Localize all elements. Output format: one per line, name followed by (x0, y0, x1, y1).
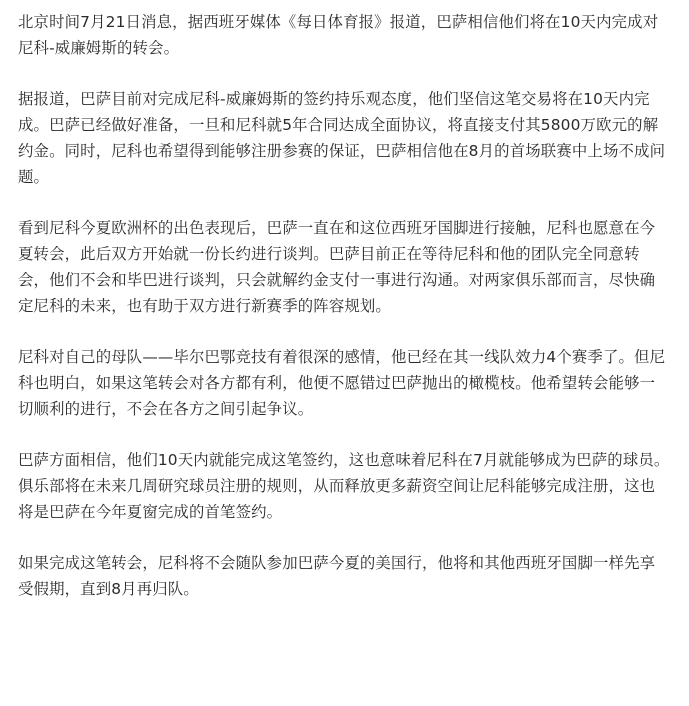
article-paragraph-1: 北京时间7月21日消息，据西班牙媒体《每日体育报》报道，巴萨相信他们将在10天内完成对尼科-威廉姆斯的转会。 (18, 13, 659, 57)
article-paragraph-4: 尼科对自己的母队——毕尔巴鄂竞技有着很深的感情，他已经在其一线队效力4个赛季了。但尼科也明白，如果这笔转会对各方都有利，他便不愿错过巴萨抛出的橄榄枝。他希望转会能够一切顺利的进行，不会在各方之间引起争议。 (18, 348, 666, 418)
article-body (18, 0, 670, 627)
article-paragraph-6: 如果完成这笔转会，尼科将不会随队参加巴萨今夏的美国行，他将和其他西班牙国脚一样先享受假期，直到8月再归队。 (18, 554, 656, 598)
article-paragraph-2: 据报道，巴萨目前对完成尼科-威廉姆斯的签约持乐观态度，他们坚信这笔交易将在10天内完成。巴萨已经做好准备，一旦和尼科就5年合同达成全面协议，将直接支付其5800万欧元的解约金。同时，尼科也希望得到能够注册参赛的保证，巴萨相信他在8月的首场联赛中上场不成问题。 (18, 90, 666, 186)
article-paragraph-3: 看到尼科今夏欧洲杯的出色表现后，巴萨一直在和这位西班牙国脚进行接触，尼科也愿意在今夏转会，此后双方开始就一份长约进行谈判。巴萨目前正在等待尼科和他的团队完全同意转会，他们不会和毕巴进行谈判，只会就解约金支付一事进行沟通。对两家俱乐部而言，尽快确定尼科的未来，也有助于双方进行新赛季的阵容规划。 (18, 219, 656, 315)
article-paragraph-5: 巴萨方面相信，他们10天内就能完成这笔签约，这也意味着尼科在7月就能够成为巴萨的球员。俱乐部将在未来几周研究球员注册的规则，从而释放更多薪资空间让尼科能够完成注册，这也将是巴萨在今年夏窗完成的首笔签约。 (18, 451, 670, 521)
